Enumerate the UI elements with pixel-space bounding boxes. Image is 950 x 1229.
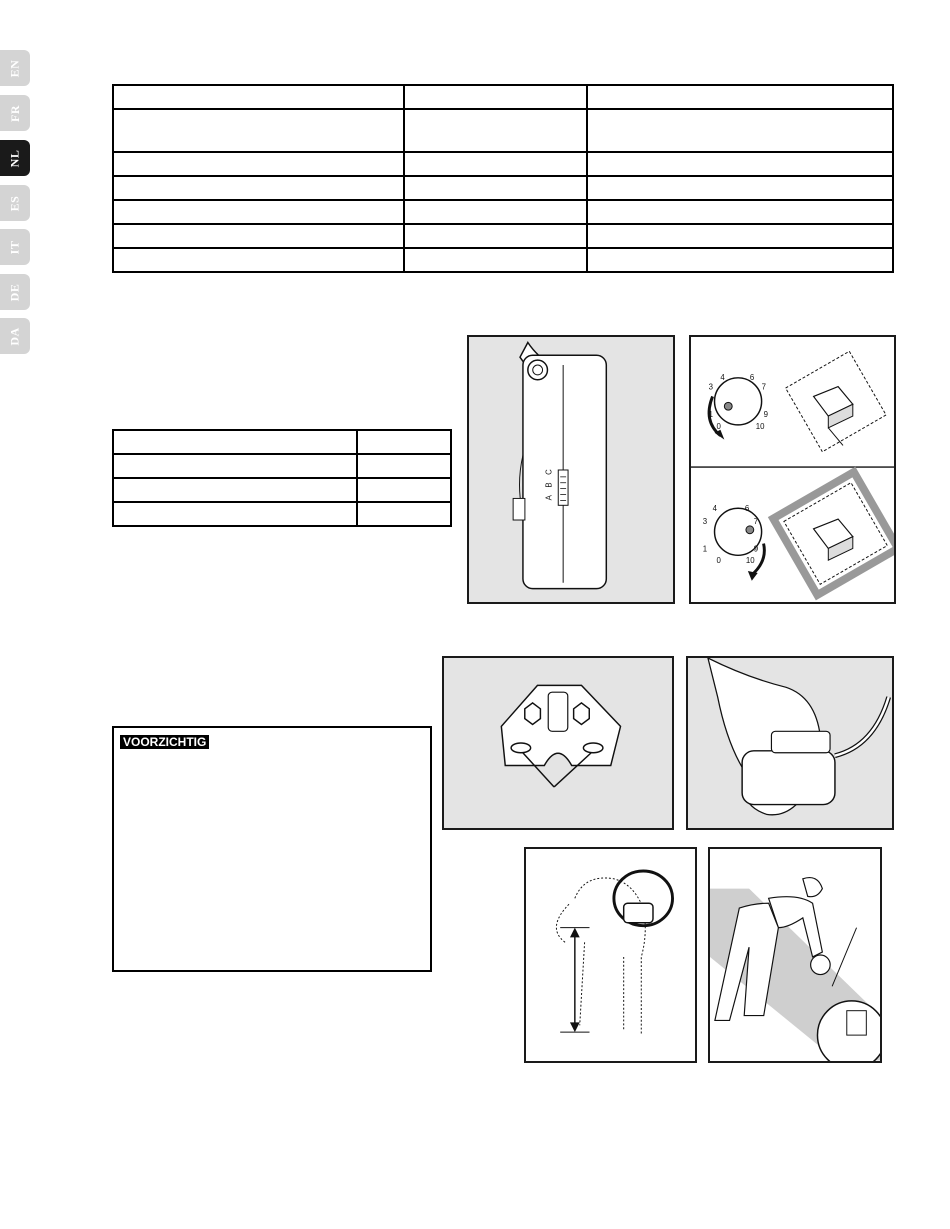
table-cell <box>587 85 893 109</box>
table-cell <box>587 109 893 152</box>
table-cell <box>404 176 587 200</box>
table-cell <box>113 248 404 272</box>
language-tab-fr[interactable] <box>0 95 30 131</box>
dial-number: 10 <box>745 556 755 566</box>
table-cell <box>113 454 357 478</box>
dial-number: 10 <box>755 421 765 431</box>
table-row <box>113 152 893 176</box>
dial-number: 9 <box>763 410 768 420</box>
table-cell <box>357 454 451 478</box>
table-cell <box>587 224 893 248</box>
language-tab-da[interactable] <box>0 318 30 354</box>
range-table <box>112 429 452 527</box>
caution-box <box>112 726 432 972</box>
table-cell <box>113 478 357 502</box>
language-tab-en[interactable] <box>0 50 30 86</box>
switch-label-a: A <box>544 495 554 501</box>
dial-number: 7 <box>761 382 766 392</box>
dial-number: 7 <box>753 516 759 526</box>
language-tab-label: NL <box>7 149 22 167</box>
dial-number: 0 <box>716 421 721 431</box>
dial-number: 4 <box>720 372 725 382</box>
table-row <box>113 454 451 478</box>
dial-number: 9 <box>753 544 759 554</box>
table-cell <box>113 176 404 200</box>
collar-contacts-figure <box>442 656 674 830</box>
table-row <box>113 109 893 152</box>
table-row <box>113 85 893 109</box>
caution-heading: VOORZICHTIG <box>120 735 209 749</box>
dial-number: 6 <box>744 504 750 514</box>
language-tab-label: ES <box>7 195 22 211</box>
table-cell <box>404 109 587 152</box>
table-row <box>113 502 451 526</box>
language-tab-label: FR <box>7 104 22 122</box>
table-cell <box>404 200 587 224</box>
table-cell <box>113 502 357 526</box>
table-cell <box>357 502 451 526</box>
table-cell <box>357 430 451 454</box>
range-dial-figure <box>689 335 896 604</box>
person-boundary-illustration <box>710 849 880 1061</box>
table-cell <box>587 176 893 200</box>
language-tab-de[interactable] <box>0 274 30 310</box>
table-cell <box>113 224 404 248</box>
dog-collar-fit-figure <box>524 847 697 1063</box>
table-cell <box>357 478 451 502</box>
boundary-test-figure <box>708 847 882 1063</box>
transmitter-switch-figure <box>467 335 675 604</box>
dial-number: 3 <box>702 516 708 526</box>
table-row <box>113 224 893 248</box>
table-cell <box>113 152 404 176</box>
table-cell <box>587 248 893 272</box>
table-row <box>113 478 451 502</box>
table-cell <box>404 248 587 272</box>
table-cell <box>113 200 404 224</box>
table-row <box>113 430 451 454</box>
dog-illustration <box>526 849 695 1061</box>
table-cell <box>587 200 893 224</box>
table-cell <box>404 152 587 176</box>
transmitter-illustration <box>469 337 673 602</box>
dial-illustration <box>691 337 894 602</box>
table-row <box>113 176 893 200</box>
language-tab-it[interactable] <box>0 229 30 265</box>
dial-number: 1 <box>702 544 708 554</box>
language-tab-label: IT <box>7 240 22 254</box>
hand-collar-figure <box>686 656 894 830</box>
switch-label-c: C <box>544 469 554 475</box>
table-cell <box>404 224 587 248</box>
collar-receiver-illustration <box>444 658 672 828</box>
dial-number: 1 <box>708 410 714 420</box>
language-tab-nl[interactable] <box>0 140 30 176</box>
language-tab-label: DA <box>7 326 22 346</box>
table-row <box>113 200 893 224</box>
dial-number: 0 <box>716 556 721 566</box>
language-tab-label: DE <box>7 283 22 301</box>
table-cell <box>404 85 587 109</box>
language-tab-es[interactable] <box>0 185 30 221</box>
hand-illustration <box>688 658 892 828</box>
top-table <box>112 84 894 273</box>
dial-number: 3 <box>708 382 714 392</box>
table-cell <box>113 109 404 152</box>
table-cell <box>113 430 357 454</box>
dial-number: 6 <box>749 372 755 382</box>
switch-label-b: B <box>544 482 554 488</box>
table-row <box>113 248 893 272</box>
language-tab-label: EN <box>7 59 22 77</box>
dial-number: 4 <box>712 504 717 514</box>
table-cell <box>587 152 893 176</box>
table-cell <box>113 85 404 109</box>
